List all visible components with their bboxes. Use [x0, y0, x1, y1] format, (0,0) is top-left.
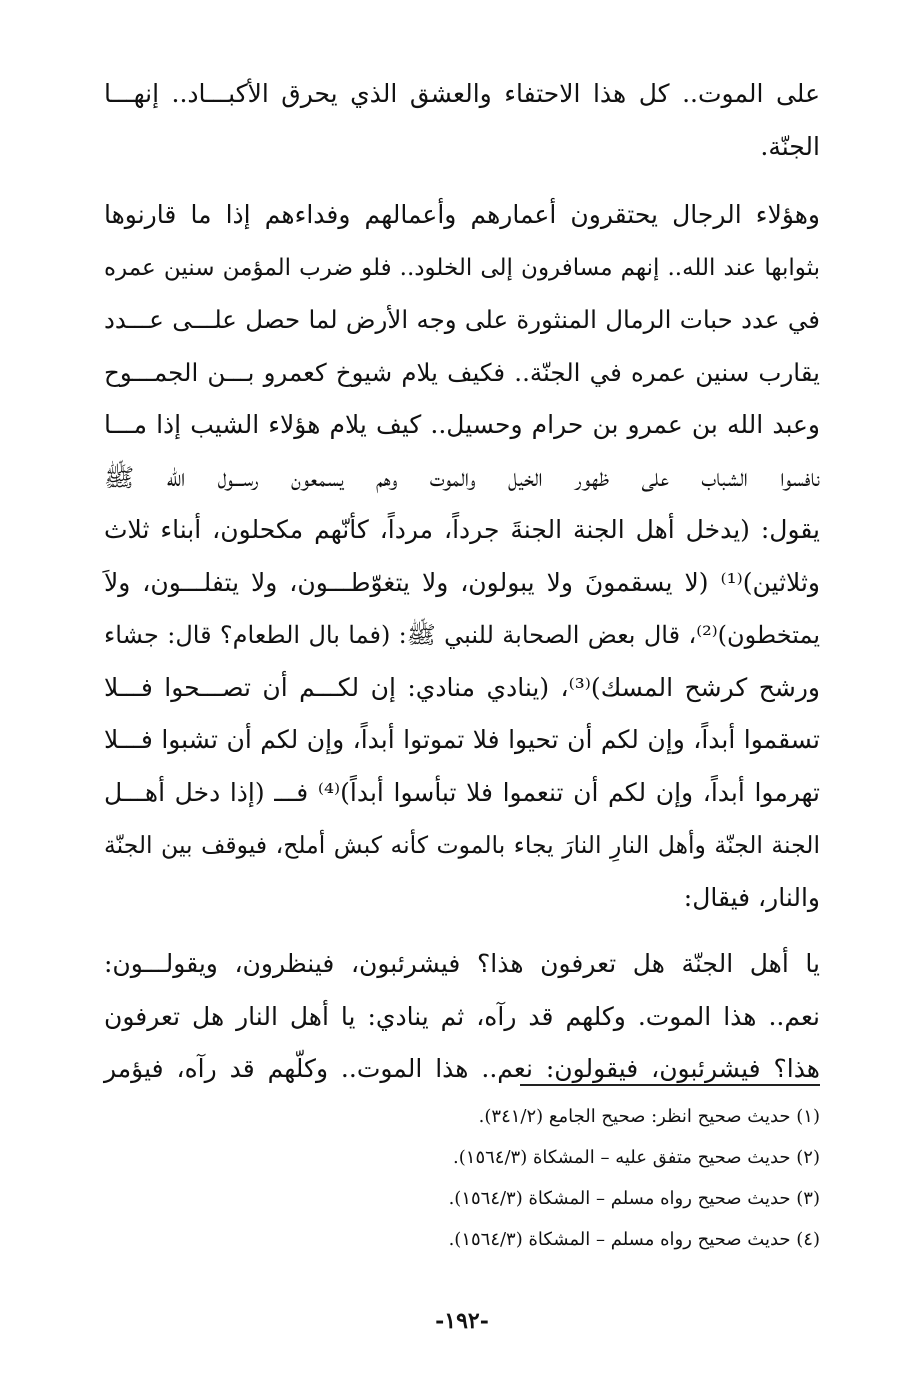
text-line: بثوابها عند الله.. إنهم مسافرون إلى الخلود.. فلو ضرب المؤمن سنين عمره [104, 254, 820, 281]
paragraph-1 [104, 68, 820, 173]
paragraph-spacer [104, 924, 820, 938]
text-line: وعبد الله بن عمرو بن حرام وحسيل.. كيف يلام هؤلاء الشيب إذا مـــا [104, 410, 820, 439]
text-line: وهؤلاء الرجال يحتقرون أعمارهم وأعمالهم وفداءهم إذا ما قارنوها [104, 200, 820, 229]
text-line: الجنة الجنّة وأهل النارِ النارَ يجاء بالموت كأنه كبش أملح، فيوقف بين الجنّة [104, 831, 820, 859]
paragraph-3 [104, 938, 820, 1096]
paragraph-2 [104, 189, 820, 924]
text-line: في عدد حبات الرمال المنثورة على وجه الأرض لما حصل علـــى عـــدد [104, 305, 820, 334]
text-line: يا أهل الجنّة هل تعرفون هذا؟ فيشرئبون، فينظرون، ويقولـــون: [104, 949, 820, 978]
text-line: هذا؟ فيشرئبون، فيقولون: نعم.. هذا الموت.. وكلّهم قد رآه، فيؤمر [104, 1054, 820, 1083]
text-line: نافسوا الشباب على ظهور الخيل والموت وهم يسمعون رســـول الله ﷺ [104, 462, 820, 492]
text-line: تسقموا أبداً، وإن لكم أن تحيوا فلا تموتوا أبداً، وإن لكم أن تشبوا فـــلا [104, 725, 820, 754]
footnote-3: (٣) حديث صحيح رواه مسلم – المشكاة (١٥٦٤/٣). [448, 1188, 820, 1209]
text-line: يمتخطون)⁽²⁾، قال بعض الصحابة للنبي ﷺ: (فما بال الطعام؟ قال: جشاء [104, 621, 820, 649]
text-line: يقارب سنين عمره في الجنّة.. فكيف يلام شيوخ كعمرو بـــن الجمـــوح [104, 357, 820, 387]
text-line: والنار، فيقال: [683, 882, 820, 912]
text-line: وثلاثين)⁽¹⁾ (لا يسقمونَ ولا يبولون، ولا يتغوّطـــون، ولا يتفلـــون، ولاَ [104, 567, 820, 597]
footnote-separator [520, 1084, 820, 1086]
footnote-4: (٤) حديث صحيح رواه مسلم – المشكاة (١٥٦٤/٣). [448, 1229, 820, 1250]
text-line: الجنّة. [760, 131, 820, 161]
text-line: يقول: (يدخل أهل الجنة الجنةَ جرداً، مرداً، كأنّهم مكحلون، أبناء ثلاث [104, 515, 820, 544]
text-line: تهرموا أبداً، وإن لكم أن تنعموا فلا تبأسوا أبداً)⁽⁴⁾ فـــ (إذا دخل أهـــل [104, 777, 820, 807]
footnote-2: (٢) حديث صحيح متفق عليه – المشكاة (١٥٦٤/٣). [453, 1147, 820, 1168]
footnotes-list [104, 1096, 820, 1260]
text-line: نعم.. هذا الموت. وكلهم قد رآه، ثم ينادي: يا أهل النار هل تعرفون [104, 1001, 820, 1031]
page-number: -١٩٢- [435, 1308, 489, 1334]
text-line: على الموت.. كل هذا الاحتفاء والعشق الذي يحرق الأكبـــاد.. إنهـــا [104, 79, 820, 108]
book-page [104, 68, 820, 1368]
paragraph-spacer [104, 173, 820, 189]
text-line: ورشح كرشح المسك)⁽³⁾، (ينادي منادي: إن لكـــم أن تصـــحوا فـــلا [104, 672, 821, 702]
footnote-1: (١) حديث صحيح انظر: صحيح الجامع (٣٤١/٢). [478, 1106, 820, 1127]
